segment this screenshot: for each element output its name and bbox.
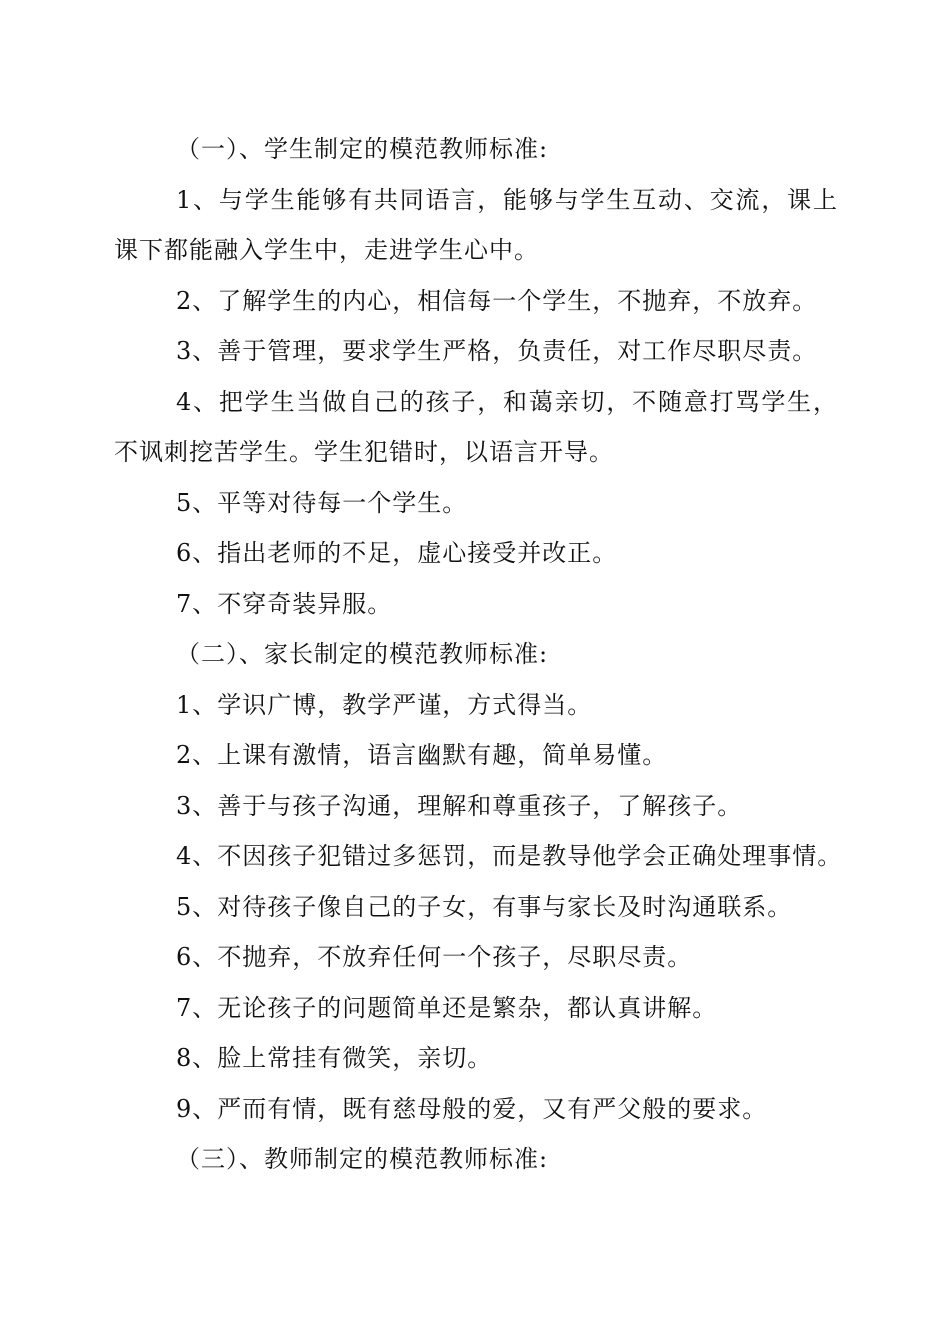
list-item: 5、对待孩子像自己的子女，有事与家长及时沟通联系。 [176, 892, 793, 921]
list-item: 3、善于与孩子沟通，理解和尊重孩子，了解孩子。 [176, 791, 743, 820]
list-item: 7、无论孩子的问题简单还是繁杂，都认真讲解。 [176, 993, 718, 1022]
section-heading-teachers: （三）、教师制定的模范教师标准: [176, 1145, 549, 1173]
list-item: 6、指出老师的不足，虚心接受并改正。 [176, 539, 618, 567]
document-body [114, 124, 843, 1185]
list-item: 4、把学生当做自己的孩子，和蔼亲切，不随意打骂学生，不讽刺挖苦学生。学生犯错时，以语言开导。 [114, 387, 838, 466]
section-heading-students: （一）、学生制定的模范教师标准: [176, 135, 549, 163]
list-item: 8、脸上常挂有微笑，亲切。 [176, 1044, 493, 1072]
list-item: 5、平等对待每一个学生。 [176, 488, 468, 517]
list-item: 4、不因孩子犯错过多惩罚，而是教导他学会正确处理事情。 [176, 842, 843, 870]
list-item: 1、与学生能够有共同语言，能够与学生互动、交流，课上课下都能融入学生中，走进学生心中。 [114, 185, 838, 264]
list-item: 2、上课有激情，语言幽默有趣，简单易懂。 [176, 741, 668, 769]
list-item: 2、了解学生的内心，相信每一个学生，不抛弃，不放弃。 [176, 286, 818, 315]
list-item: 7、不穿奇装异服。 [176, 589, 393, 618]
list-item: 6、不抛弃，不放弃任何一个孩子，尽职尽责。 [176, 943, 693, 971]
list-item: 9、严而有情，既有慈母般的爱，又有严父般的要求。 [176, 1094, 768, 1123]
list-item: 1、学识广博，教学严谨，方式得当。 [176, 690, 593, 719]
list-item: 3、善于管理，要求学生严格，负责任，对工作尽职尽责。 [176, 337, 818, 365]
section-heading-parents: （二）、家长制定的模范教师标准: [176, 640, 549, 668]
